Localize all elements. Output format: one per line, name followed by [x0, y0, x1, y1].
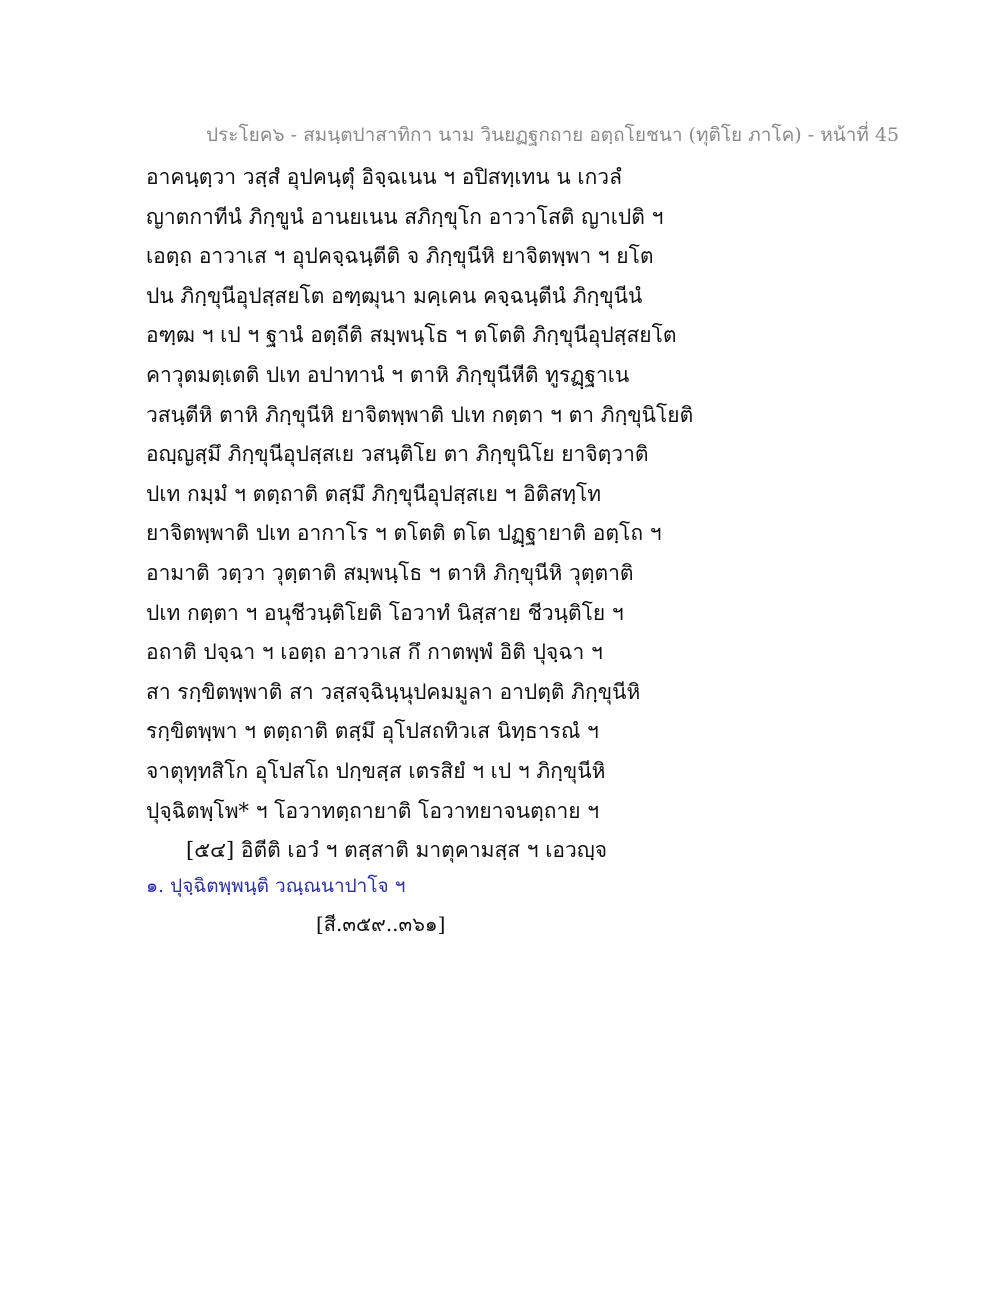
text-line: ปน ภิกฺขุนีอุปสฺสยโต อฑฺฒุนา มคฺเคน คจฺฉนฺตีนํ ภิกฺขุนีนํ [146, 283, 643, 308]
page-header: ประโยค๖ - สมนฺตปาสาทิกา นาม วินยฏฐกถาย อตฺถโยชนา (ทุติโย ภาโค) - หน้าที่ 45 [206, 124, 900, 146]
text-line: คาวุตมตฺเตติ ปเท อปาทานํ ฯ ตาหิ ภิกฺขุนีหีติ ทูรฏฺฐาเน [146, 362, 630, 387]
text-line: เอตฺถ อาวาเส ฯ อุปคจฺฉนฺตีติ จ ภิกฺขุนีหิ ยาจิตพฺพา ฯ ยโต [146, 244, 654, 269]
text-line: อาคนฺตฺวา วสฺสํ อุปคนฺตุํ อิจฺฉเนน ฯ อปิสทฺเทน น เกวลํ [146, 165, 622, 189]
footnote: ๑. ปุจฺฉิตพฺพนฺติ วณฺณนาปาโจ ฯ [146, 875, 406, 897]
paragraph-start-line: [๕๔] อิตีติ เอวํ ฯ ตสฺสาติ มาตุคามสฺส ฯ เอวญฺจ [186, 838, 608, 863]
text-line: ปเท กมฺมํ ฯ ตตฺถาติ ตสฺมึ ภิกฺขุนีอุปสฺสเย ฯ อิติสทฺโท [146, 481, 602, 506]
page-reference: [สี.๓๕๙..๓๖๑] [316, 912, 446, 936]
text-line: อถาติ ปจฺฉา ฯ เอตฺถ อาวาเส กึ กาตพฺพํ อิติ ปุจฺฉา ฯ [146, 640, 603, 665]
text-line: อามาติ วตฺวา วุตฺตาติ สมฺพนฺโธ ฯ ตาหิ ภิกฺขุนีหิ วุตฺตาติ [146, 560, 634, 585]
text-line: อฑฺฒ ฯ เป ฯ ฐานํ อตฺถีติ สมฺพนฺโธ ฯ ตโตติ ภิกฺขุนีอุปสฺสยโต [146, 323, 677, 348]
text-line: ยาจิตพฺพาติ ปเท อากาโร ฯ ตโตติ ตโต ปฏฺฐายาติ อตฺโถ ฯ [146, 521, 662, 546]
text-line: รกฺขิตพฺพา ฯ ตตฺถาติ ตสฺมึ อุโปสถทิวเส นิทฺธารณํ ฯ [146, 719, 599, 744]
text-line: อญฺญสฺมึ ภิกฺขุนีอุปสฺสเย วสนฺติโย ตา ภิกฺขุนิโย ยาจิตฺวาติ [146, 442, 649, 467]
text-line: ปุจฺฉิตพฺโพ* ฯ โอวาทตฺถายาติ โอวาทยาจนตฺถาย ฯ [146, 798, 600, 823]
text-line: วสนฺตีหิ ตาหิ ภิกฺขุนีหิ ยาจิตพฺพาติ ปเท กตฺตา ฯ ตา ภิกฺขุนิโยติ [146, 402, 694, 427]
text-line: ปเท กตฺตา ฯ อนุชีวนฺติโยติ โอวาทํ นิสฺสาย ชีวนฺติโย ฯ [146, 600, 624, 625]
text-line: ญาตกาทีนํ ภิกฺขูนํ อานยเนน สภิกฺขุโก อาวาโสติ ญาเปติ ฯ [146, 204, 664, 229]
text-line: จาตุทฺทสิโก อุโปสโถ ปกฺขสฺส เตรสิยํ ฯ เป ฯ ภิกฺขุนีหิ [146, 758, 606, 783]
text-line: สา รกฺขิตพฺพาติ สา วสฺสจฺฉินฺนุปคมมูลา อาปตฺติ ภิกฺขุนีหิ [146, 679, 641, 704]
body-text [146, 158, 706, 871]
